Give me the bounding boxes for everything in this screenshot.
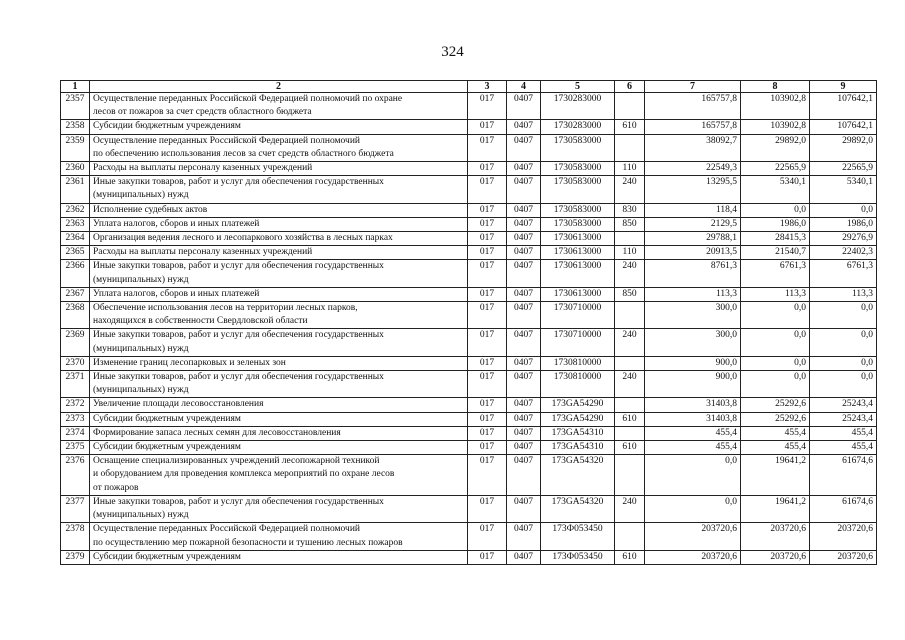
table-row xyxy=(61,134,877,161)
ministry-code-cell: 017 xyxy=(468,495,507,522)
table-row xyxy=(61,412,877,426)
amount-cell: 22549,3 xyxy=(645,162,741,176)
column-header: 1 xyxy=(61,81,90,93)
amount-cell: 13295,5 xyxy=(645,176,741,203)
amount-cell: 25243,4 xyxy=(810,412,877,426)
row-number-cell: 2360 xyxy=(61,162,90,176)
expense-type-cell xyxy=(615,134,645,161)
description-cell xyxy=(90,162,468,176)
amount-cell: 0,0 xyxy=(741,203,810,217)
amount-cell: 20913,5 xyxy=(645,246,741,260)
description-cell xyxy=(90,371,468,398)
amount-cell: 25243,4 xyxy=(810,398,877,412)
expense-type-cell xyxy=(615,302,645,329)
amount-cell: 0,0 xyxy=(810,203,877,217)
description-cell xyxy=(90,550,468,564)
amount-cell: 0,0 xyxy=(645,455,741,496)
target-article-cell: 1730710000 xyxy=(541,329,615,356)
section-code-cell: 0407 xyxy=(507,232,541,246)
target-article-cell: 1730283000 xyxy=(541,120,615,134)
target-article-cell: 1730613000 xyxy=(541,246,615,260)
description-line: лесов от пожаров за счет средств областного бюджета xyxy=(93,107,312,118)
description-cell xyxy=(90,120,468,134)
row-number-cell: 2375 xyxy=(61,441,90,455)
row-number-cell: 2369 xyxy=(61,329,90,356)
description-cell xyxy=(90,287,468,301)
description-cell xyxy=(90,329,468,356)
expense-type-cell: 110 xyxy=(615,162,645,176)
description-line: Субсидии бюджетным учреждениям xyxy=(93,121,241,132)
amount-cell: 0,0 xyxy=(810,329,877,356)
ministry-code-cell: 017 xyxy=(468,162,507,176)
amount-cell: 113,3 xyxy=(810,287,877,301)
amount-cell: 61674,6 xyxy=(810,495,877,522)
amount-cell: 113,3 xyxy=(645,287,741,301)
row-number-cell: 2371 xyxy=(61,371,90,398)
expense-type-cell: 610 xyxy=(615,120,645,134)
row-number-cell: 2363 xyxy=(61,217,90,231)
amount-cell: 0,0 xyxy=(741,371,810,398)
description-cell xyxy=(90,356,468,370)
target-article-cell: 1730810000 xyxy=(541,356,615,370)
description-line: Осуществление переданных Российской Федерацией полномочий xyxy=(93,135,360,146)
amount-cell: 203720,6 xyxy=(810,523,877,550)
table-row xyxy=(61,260,877,287)
amount-cell: 900,0 xyxy=(645,371,741,398)
target-article-cell: 1730810000 xyxy=(541,371,615,398)
table-row xyxy=(61,441,877,455)
ministry-code-cell: 017 xyxy=(468,550,507,564)
section-code-cell: 0407 xyxy=(507,287,541,301)
target-article-cell: 173GA54310 xyxy=(541,441,615,455)
ministry-code-cell: 017 xyxy=(468,455,507,496)
amount-cell: 203720,6 xyxy=(645,550,741,564)
description-line: Субсидии бюджетным учреждениям xyxy=(93,442,241,453)
budget-table xyxy=(60,80,877,565)
expense-type-cell: 240 xyxy=(615,260,645,287)
amount-cell: 38092,7 xyxy=(645,134,741,161)
description-line: по осуществлению мер пожарной безопасности и тушению лесных пожаров xyxy=(93,537,403,548)
amount-cell: 29276,9 xyxy=(810,232,877,246)
row-number-cell: 2378 xyxy=(61,523,90,550)
ministry-code-cell: 017 xyxy=(468,412,507,426)
ministry-code-cell: 017 xyxy=(468,287,507,301)
amount-cell: 21540,7 xyxy=(741,246,810,260)
amount-cell: 455,4 xyxy=(810,426,877,440)
amount-cell: 1986,0 xyxy=(810,217,877,231)
row-number-cell: 2364 xyxy=(61,232,90,246)
description-line: Осуществление переданных Российской Федерацией полномочий xyxy=(93,524,360,535)
row-number-cell: 2361 xyxy=(61,176,90,203)
target-article-cell: 1730583000 xyxy=(541,217,615,231)
description-cell xyxy=(90,176,468,203)
ministry-code-cell: 017 xyxy=(468,371,507,398)
section-code-cell: 0407 xyxy=(507,93,541,120)
amount-cell: 300,0 xyxy=(645,302,741,329)
amount-cell: 203720,6 xyxy=(741,523,810,550)
expense-type-cell xyxy=(615,426,645,440)
table-row xyxy=(61,232,877,246)
amount-cell: 455,4 xyxy=(810,441,877,455)
expense-type-cell xyxy=(615,232,645,246)
description-line: Формирование запаса лесных семян для лесовосстановления xyxy=(93,427,341,438)
row-number-cell: 2368 xyxy=(61,302,90,329)
description-line: (муниципальных) нужд xyxy=(93,274,189,285)
amount-cell: 0,0 xyxy=(741,302,810,329)
section-code-cell: 0407 xyxy=(507,176,541,203)
amount-cell: 22565,9 xyxy=(741,162,810,176)
target-article-cell: 1730583000 xyxy=(541,162,615,176)
section-code-cell: 0407 xyxy=(507,398,541,412)
target-article-cell: 1730710000 xyxy=(541,302,615,329)
amount-cell: 61674,6 xyxy=(810,455,877,496)
row-number-cell: 2374 xyxy=(61,426,90,440)
amount-cell: 103902,8 xyxy=(741,93,810,120)
description-line: Иные закупки товаров, работ и услуг для обеспечения государственных xyxy=(93,372,384,383)
ministry-code-cell: 017 xyxy=(468,232,507,246)
description-line: (муниципальных) нужд xyxy=(93,343,189,354)
target-article-cell: 1730583000 xyxy=(541,134,615,161)
expense-type-cell xyxy=(615,398,645,412)
amount-cell: 0,0 xyxy=(810,371,877,398)
amount-cell: 1986,0 xyxy=(741,217,810,231)
ministry-code-cell: 017 xyxy=(468,260,507,287)
table-row xyxy=(61,93,877,120)
amount-cell: 22565,9 xyxy=(810,162,877,176)
row-number-cell: 2365 xyxy=(61,246,90,260)
table-body xyxy=(61,93,877,565)
description-cell xyxy=(90,134,468,161)
row-number-cell: 2359 xyxy=(61,134,90,161)
section-code-cell: 0407 xyxy=(507,356,541,370)
target-article-cell: 1730613000 xyxy=(541,260,615,287)
description-line: (муниципальных) нужд xyxy=(93,510,189,521)
row-number-cell: 2357 xyxy=(61,93,90,120)
description-line: Субсидии бюджетным учреждениям xyxy=(93,413,241,424)
description-cell xyxy=(90,523,468,550)
ministry-code-cell: 017 xyxy=(468,356,507,370)
amount-cell: 22402,3 xyxy=(810,246,877,260)
description-cell xyxy=(90,302,468,329)
description-line: Исполнение судебных актов xyxy=(93,204,208,215)
expense-type-cell: 110 xyxy=(615,246,645,260)
target-article-cell: 173GA54310 xyxy=(541,426,615,440)
ministry-code-cell: 017 xyxy=(468,398,507,412)
expense-type-cell xyxy=(615,356,645,370)
amount-cell: 203720,6 xyxy=(741,550,810,564)
description-line: находящихся в собственности Свердловской области xyxy=(93,316,308,327)
target-article-cell: 1730613000 xyxy=(541,287,615,301)
column-header: 8 xyxy=(741,81,810,93)
amount-cell: 300,0 xyxy=(645,329,741,356)
ministry-code-cell: 017 xyxy=(468,441,507,455)
description-line: Увеличение площади лесовосстановления xyxy=(93,399,264,410)
section-code-cell: 0407 xyxy=(507,217,541,231)
description-line: Изменение границ лесопарковых и зеленых зон xyxy=(93,357,286,368)
amount-cell: 900,0 xyxy=(645,356,741,370)
target-article-cell: 1730613000 xyxy=(541,232,615,246)
row-number-cell: 2372 xyxy=(61,398,90,412)
amount-cell: 28415,3 xyxy=(741,232,810,246)
column-header: 2 xyxy=(90,81,468,93)
row-number-cell: 2362 xyxy=(61,203,90,217)
amount-cell: 31403,8 xyxy=(645,398,741,412)
ministry-code-cell: 017 xyxy=(468,134,507,161)
amount-cell: 0,0 xyxy=(741,356,810,370)
description-cell xyxy=(90,426,468,440)
description-line: Иные закупки товаров, работ и услуг для обеспечения государственных xyxy=(93,496,384,507)
description-line: Субсидии бюджетным учреждениям xyxy=(93,551,241,562)
amount-cell: 203720,6 xyxy=(810,550,877,564)
amount-cell: 6761,3 xyxy=(810,260,877,287)
description-line: и оборудованием для проведения комплекса мероприятий по охране лесов xyxy=(93,469,395,480)
description-line: Организация ведения лесного и лесопаркового хозяйства в лесных парках xyxy=(93,233,393,244)
amount-cell: 165757,8 xyxy=(645,93,741,120)
amount-cell: 25292,6 xyxy=(741,412,810,426)
amount-cell: 0,0 xyxy=(645,495,741,522)
amount-cell: 31403,8 xyxy=(645,412,741,426)
table-row xyxy=(61,329,877,356)
amount-cell: 203720,6 xyxy=(645,523,741,550)
section-code-cell: 0407 xyxy=(507,203,541,217)
description-cell xyxy=(90,246,468,260)
row-number-cell: 2373 xyxy=(61,412,90,426)
section-code-cell: 0407 xyxy=(507,455,541,496)
amount-cell: 103902,8 xyxy=(741,120,810,134)
description-line: Расходы на выплаты персоналу казенных учреждений xyxy=(93,247,313,258)
section-code-cell: 0407 xyxy=(507,495,541,522)
description-line: (муниципальных) нужд xyxy=(93,190,189,201)
ministry-code-cell: 017 xyxy=(468,329,507,356)
amount-cell: 5340,1 xyxy=(810,176,877,203)
section-code-cell: 0407 xyxy=(507,412,541,426)
amount-cell: 5340,1 xyxy=(741,176,810,203)
description-line: Иные закупки товаров, работ и услуг для обеспечения государственных xyxy=(93,177,384,188)
table-row xyxy=(61,398,877,412)
expense-type-cell: 610 xyxy=(615,550,645,564)
expense-type-cell: 850 xyxy=(615,287,645,301)
ministry-code-cell: 017 xyxy=(468,93,507,120)
target-article-cell: 1730283000 xyxy=(541,93,615,120)
description-line: Уплата налогов, сборов и иных платежей xyxy=(93,288,260,299)
section-code-cell: 0407 xyxy=(507,162,541,176)
amount-cell: 107642,1 xyxy=(810,120,877,134)
expense-type-cell: 850 xyxy=(615,217,645,231)
section-code-cell: 0407 xyxy=(507,550,541,564)
target-article-cell: 173GA54290 xyxy=(541,398,615,412)
table-row xyxy=(61,246,877,260)
ministry-code-cell: 017 xyxy=(468,523,507,550)
description-line: Уплата налогов, сборов и иных платежей xyxy=(93,218,260,229)
table-row xyxy=(61,176,877,203)
table-row xyxy=(61,523,877,550)
description-cell xyxy=(90,495,468,522)
expense-type-cell: 830 xyxy=(615,203,645,217)
expense-type-cell: 610 xyxy=(615,412,645,426)
description-line: Расходы на выплаты персоналу казенных учреждений xyxy=(93,163,313,174)
amount-cell: 19641,2 xyxy=(741,455,810,496)
expense-type-cell: 240 xyxy=(615,176,645,203)
amount-cell: 0,0 xyxy=(810,356,877,370)
column-header: 9 xyxy=(810,81,877,93)
row-number-cell: 2367 xyxy=(61,287,90,301)
amount-cell: 8761,3 xyxy=(645,260,741,287)
column-header: 5 xyxy=(541,81,615,93)
target-article-cell: 1730583000 xyxy=(541,176,615,203)
ministry-code-cell: 017 xyxy=(468,176,507,203)
header-row xyxy=(61,81,877,93)
target-article-cell: 173Ф053450 xyxy=(541,550,615,564)
amount-cell: 6761,3 xyxy=(741,260,810,287)
section-code-cell: 0407 xyxy=(507,260,541,287)
row-number-cell: 2366 xyxy=(61,260,90,287)
ministry-code-cell: 017 xyxy=(468,120,507,134)
target-article-cell: 173Ф053450 xyxy=(541,523,615,550)
ministry-code-cell: 017 xyxy=(468,203,507,217)
ministry-code-cell: 017 xyxy=(468,246,507,260)
section-code-cell: 0407 xyxy=(507,134,541,161)
target-article-cell: 1730583000 xyxy=(541,203,615,217)
amount-cell: 455,4 xyxy=(645,441,741,455)
section-code-cell: 0407 xyxy=(507,441,541,455)
expense-type-cell xyxy=(615,455,645,496)
amount-cell: 118,4 xyxy=(645,203,741,217)
section-code-cell: 0407 xyxy=(507,371,541,398)
amount-cell: 455,4 xyxy=(645,426,741,440)
column-header: 3 xyxy=(468,81,507,93)
expense-type-cell: 240 xyxy=(615,495,645,522)
description-cell xyxy=(90,412,468,426)
description-cell xyxy=(90,203,468,217)
section-code-cell: 0407 xyxy=(507,302,541,329)
amount-cell: 25292,6 xyxy=(741,398,810,412)
section-code-cell: 0407 xyxy=(507,246,541,260)
amount-cell: 455,4 xyxy=(741,426,810,440)
description-line: от пожаров xyxy=(93,482,139,493)
description-cell xyxy=(90,217,468,231)
section-code-cell: 0407 xyxy=(507,523,541,550)
amount-cell: 165757,8 xyxy=(645,120,741,134)
description-cell xyxy=(90,455,468,496)
row-number-cell: 2370 xyxy=(61,356,90,370)
column-header: 4 xyxy=(507,81,541,93)
table-row xyxy=(61,162,877,176)
table-row xyxy=(61,371,877,398)
amount-cell: 19641,2 xyxy=(741,495,810,522)
expense-type-cell: 610 xyxy=(615,441,645,455)
description-line: Иные закупки товаров, работ и услуг для обеспечения государственных xyxy=(93,330,384,341)
table-row xyxy=(61,550,877,564)
description-line: Оснащение специализированных учреждений лесопожарной техникой xyxy=(93,456,380,467)
description-cell xyxy=(90,93,468,120)
target-article-cell: 173GA54320 xyxy=(541,495,615,522)
table-row xyxy=(61,203,877,217)
section-code-cell: 0407 xyxy=(507,120,541,134)
description-line: Иные закупки товаров, работ и услуг для обеспечения государственных xyxy=(93,261,384,272)
description-line: по обеспечению использования лесов за счет средств областного бюджета xyxy=(93,148,394,159)
row-number-cell: 2376 xyxy=(61,455,90,496)
expense-type-cell: 240 xyxy=(615,329,645,356)
description-cell xyxy=(90,260,468,287)
row-number-cell: 2358 xyxy=(61,120,90,134)
amount-cell: 107642,1 xyxy=(810,93,877,120)
amount-cell: 0,0 xyxy=(810,302,877,329)
amount-cell: 29892,0 xyxy=(810,134,877,161)
description-line: (муниципальных) нужд xyxy=(93,385,189,396)
description-cell xyxy=(90,232,468,246)
description-line: Осуществление переданных Российской Федерацией полномочий по охране xyxy=(93,94,403,104)
description-cell xyxy=(90,398,468,412)
section-code-cell: 0407 xyxy=(507,329,541,356)
column-header: 7 xyxy=(645,81,741,93)
expense-type-cell xyxy=(615,93,645,120)
amount-cell: 2129,5 xyxy=(645,217,741,231)
ministry-code-cell: 017 xyxy=(468,302,507,329)
amount-cell: 113,3 xyxy=(741,287,810,301)
ministry-code-cell: 017 xyxy=(468,426,507,440)
page-number: 324 xyxy=(441,44,464,60)
expense-type-cell: 240 xyxy=(615,371,645,398)
expense-type-cell xyxy=(615,523,645,550)
table-row xyxy=(61,426,877,440)
row-number-cell: 2379 xyxy=(61,550,90,564)
table-row xyxy=(61,356,877,370)
table-row xyxy=(61,455,877,496)
ministry-code-cell: 017 xyxy=(468,217,507,231)
amount-cell: 0,0 xyxy=(741,329,810,356)
amount-cell: 455,4 xyxy=(741,441,810,455)
table-row xyxy=(61,302,877,329)
column-header: 6 xyxy=(615,81,645,93)
target-article-cell: 173GA54320 xyxy=(541,455,615,496)
row-number-cell: 2377 xyxy=(61,495,90,522)
table-row xyxy=(61,495,877,522)
amount-cell: 29892,0 xyxy=(741,134,810,161)
target-article-cell: 173GA54290 xyxy=(541,412,615,426)
description-cell xyxy=(90,441,468,455)
amount-cell: 29788,1 xyxy=(645,232,741,246)
description-line: Обеспечение использования лесов на территории лесных парков, xyxy=(93,303,358,314)
table-row xyxy=(61,120,877,134)
section-code-cell: 0407 xyxy=(507,426,541,440)
table-row xyxy=(61,287,877,301)
table-row xyxy=(61,217,877,231)
